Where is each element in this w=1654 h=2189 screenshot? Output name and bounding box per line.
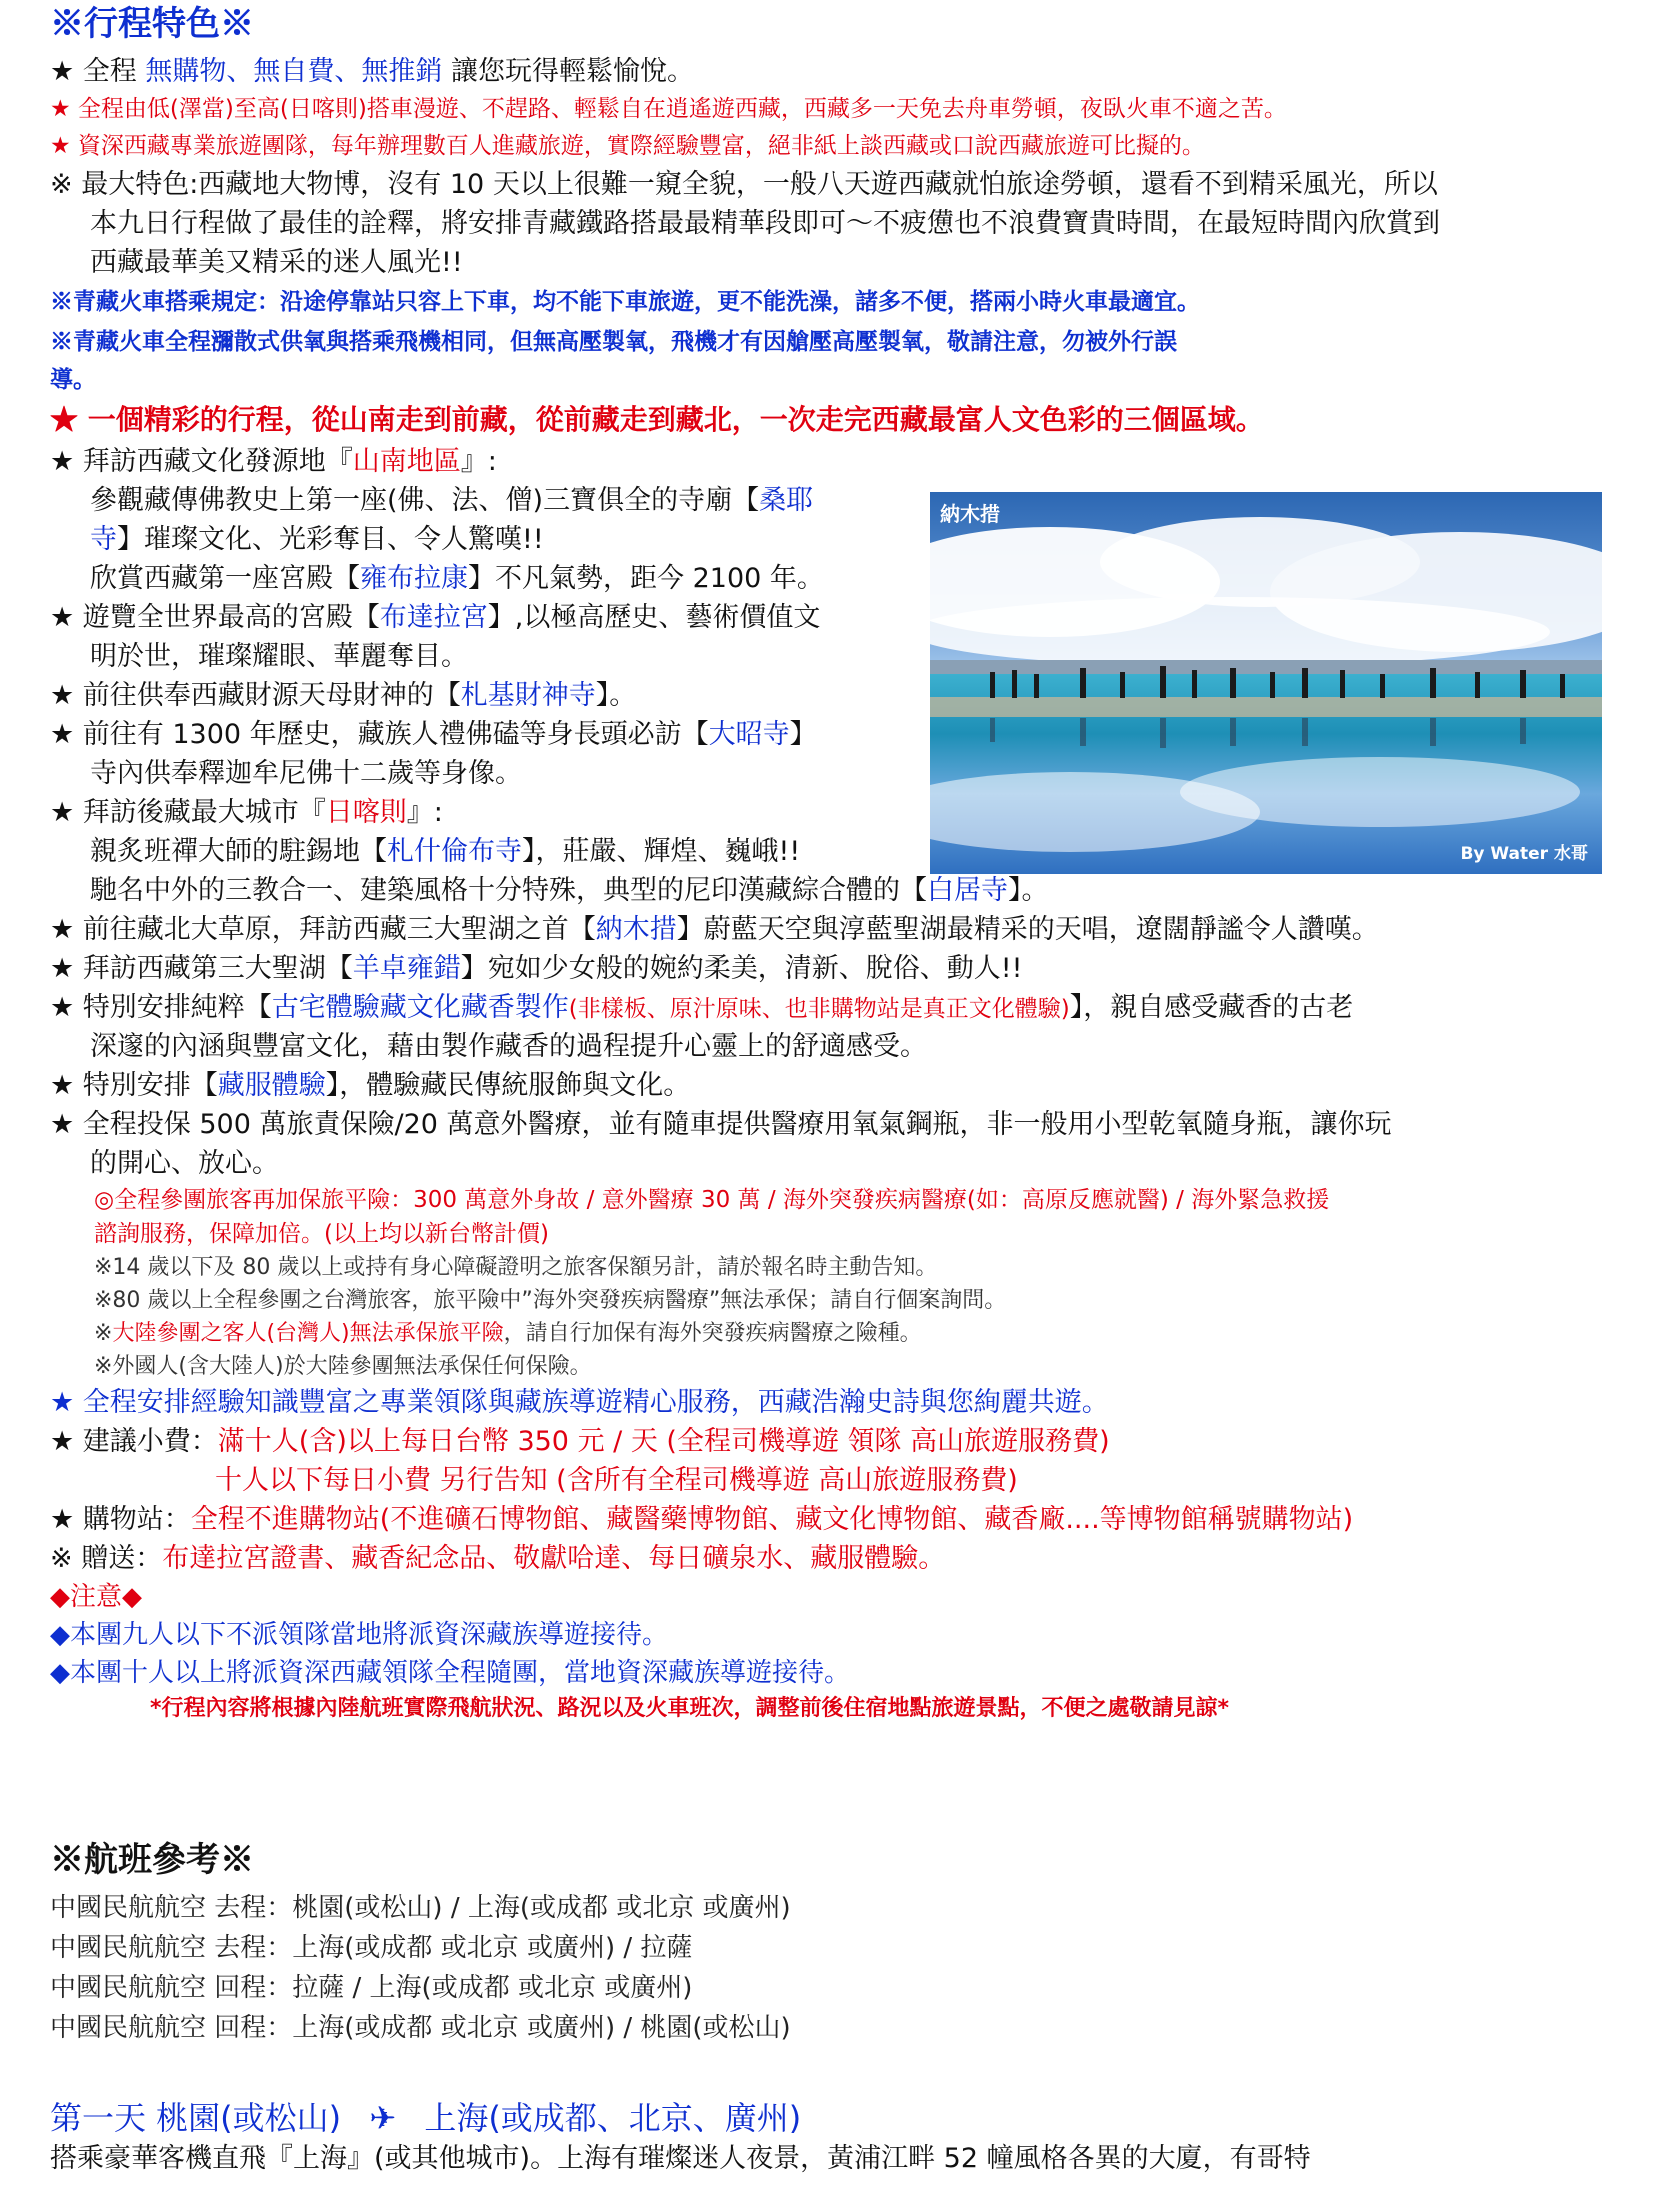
insurance-note-80: ※80 歲以上全程參團之台灣旅客，旅平險中”海外突發疾病醫療”無法承保；請自行個案詢問。 [94,1288,1007,1313]
day1-title: 第一天 桃園(或松山) ✈ 上海(或成都、北京、廣州) [50,2099,802,2137]
insurance-extra-2: 諮詢服務，保障加倍。(以上均以新台幣計價) [94,1221,549,1247]
namtso-photo [930,492,1602,874]
feature-incense-2: 深邃的內涵與豐富文化，藉由製作藏香的過程提升心靈上的舒適感受。 [90,1031,927,1062]
namtso-photo-drawing [930,492,1602,874]
plane-icon: ✈ [369,2099,397,2137]
shopping-line: ★ 購物站：全程不進購物站(不進礦石博物館、藏醫藥博物館、藏文化博物館、藏香廠....等博物館稱號購物站) [50,1504,1354,1535]
flight-row: 中國民航航空 回程：上海(或成都 或北京 或廣州) / 桃園(或松山) [50,2013,791,2043]
feature-three-regions: ★ 一個精彩的行程，從山南走到前藏，從前藏走到藏北，一次走完西藏最富人文色彩的三個區域。 [50,403,1264,436]
feature-namtso: ★ 前往藏北大草原，拜訪西藏三大聖湖之首【納木措】蔚藍天空與淳藍聖湖最精采的天唱，遼闊靜謐令人讚嘆。 [50,914,1379,945]
features-list [50,52,1610,1726]
feature-highlight-3: 西藏最華美又精采的迷人風光!! [90,247,463,278]
feature-yamdrok: ★ 拜訪西藏第三大聖湖【羊卓雍錯】宛如少女般的婉約柔美，清新、脫俗、動人!! [50,953,1023,984]
day1-section [50,2096,1311,2178]
photo-caption: 納木措 [940,502,1000,526]
feature-jokhang-2: 寺內供奉釋迦牟尼佛十二歲等身像。 [90,758,522,789]
feature-zhaji: ★ 前往供奉西藏財源天母財神的【札基財神寺】。 [50,680,637,711]
feature-yumbulakhang: 欣賞西藏第一座宮殿【雍布拉康】不凡氣勢，距今 2100 年。 [90,563,824,594]
notice-adjust: *行程內容將根據內陸航班實際飛航狀況、路況以及火車班次，調整前後住宿地點旅遊景點，不便之處敬請見諒* [150,1696,1230,1721]
feature-highlight-2: 本九日行程做了最佳的詮釋，將安排青藏鐵路搭最最精華段即可～不疲憊也不浪費寶貴時間，在最短時間內欣賞到 [90,208,1440,239]
feature-potala-1: ★ 遊覽全世界最高的宮殿【布達拉宮】,以極高歷史、藝術價值文 [50,602,821,633]
train-oxygen-1: ※青藏火車全程瀰散式供氧與搭乘飛機相同，但無高壓製氧，飛機才有因艙壓高壓製氧，敬請注意，勿被外行誤 [50,328,1177,355]
feature-samye-1: 參觀藏傳佛教史上第一座(佛、法、僧)三寶俱全的寺廟【桑耶 [90,485,814,516]
feature-samye-2: 寺】璀璨文化、光彩奪目、令人驚嘆!! [90,524,544,555]
insurance-extra-1: ◎全程參團旅客再加保旅平險：300 萬意外身故 / 意外醫療 30 萬 / 海外突發疾病醫療(如：高原反應就醫) / 海外緊急救援 [94,1187,1330,1213]
feature-team: ★ 資深西藏專業旅遊團隊，每年辦理數百人進藏旅遊，實際經驗豐富，絕非紙上談西藏或口說西藏旅遊可比擬的。 [50,133,1205,159]
flight-row: 中國民航航空 去程：桃園(或松山) / 上海(或成都 或北京 或廣州) [50,1893,791,1923]
feature-pelkor: 馳名中外的三教合一、建築風格十分特殊，典型的尼印漢藏綜合體的【白居寺】。 [90,875,1049,906]
insurance-note-age: ※14 歲以下及 80 歲以上或持有身心障礙證明之旅客保額另計，請於報名時主動告知。 [94,1255,938,1280]
tips-line-2: 十人以下每日小費 另行告知 (含所有全程司機導遊 高山旅遊服務費) [215,1465,1018,1496]
feature-jokhang-1: ★ 前往有 1300 年歷史，藏族人禮佛磕等身長頭必訪【大昭寺】 [50,719,817,750]
feature-tashilhunpo: 親炙班禪大師的駐錫地【札什倫布寺】，莊嚴、輝煌、巍峨!! [90,836,801,867]
insurance-note-foreign: ※外國人(含大陸人)於大陸參團無法承保任何保險。 [94,1354,592,1379]
features-title: ※行程特色※ [50,4,254,44]
day1-body: 搭乘豪華客機直飛『上海』(或其他城市)。上海有璀燦迷人夜景，黃浦江畔 52 幢風格各異的大廈，有哥特 [50,2143,1311,2174]
notice-under-nine: ◆本團九人以下不派領隊當地將派資深藏族導遊接待。 [50,1620,668,1650]
feature-costume: ★ 特別安排【藏服體驗】，體驗藏民傳統服飾與文化。 [50,1070,691,1101]
feature-highlight-1: ※ 最大特色:西藏地大物博，沒有 10 天以上很難一窺全貌，一般八天遊西藏就怕旅途勞頓，還看不到精采風光，所以 [50,169,1438,200]
gifts-line: ※ 贈送：布達拉宮證書、藏香紀念品、敬獻哈達、每日礦泉水、藏服體驗。 [50,1543,946,1574]
flight-row: 中國民航航空 回程：拉薩 / 上海(或成都 或北京 或廣州) [50,1973,693,2003]
tips-line-1: ★ 建議小費：滿十人(含)以上每日台幣 350 元 / 天 (全程司機導遊 領隊 高山旅遊服務費) [50,1426,1110,1457]
feature-shigatse: ★ 拜訪後藏最大城市『日喀則』: [50,797,443,828]
photo-credit: By Water 水哥 [1460,844,1588,864]
train-rule: ※青藏火車搭乘規定：沿途停靠站只容上下車，均不能下車旅遊，更不能洗澡，諸多不便，搭兩小時火車最適宜。 [50,288,1200,315]
flight-row: 中國民航航空 去程：上海(或成都 或北京 或廣州) / 拉薩 [50,1933,693,1963]
feature-incense-1: ★ 特別安排純粹【古宅體驗藏文化藏香製作(非樣板、原汁原味、也非購物站是真正文化體驗)】，親自感受藏香的古老 [50,992,1354,1023]
feature-insurance-1: ★ 全程投保 500 萬旅責保險/20 萬意外醫療，並有隨車提供醫療用氧氣鋼瓶，非一般用小型乾氧隨身瓶，讓你玩 [50,1109,1392,1140]
feature-potala-2: 明於世，璀璨耀眼、華麗奪目。 [90,641,468,672]
notice-over-ten: ◆本團十人以上將派資深西藏領隊全程隨團，當地資深藏族導遊接待。 [50,1658,850,1688]
train-oxygen-2: 導。 [50,366,96,393]
notice-title: ◆注意◆ [50,1582,142,1612]
flights-title: ※航班參考※ [50,1840,254,1880]
feature-insurance-2: 的開心、放心。 [90,1148,279,1179]
insurance-note-mainland: ※大陸參團之客人(台灣人)無法承保旅平險，請自行加保有海外突發疾病醫療之險種。 [94,1321,922,1346]
feature-guides: ★ 全程安排經驗知識豐富之專業領隊與藏族導遊精心服務，西藏浩瀚史詩與您絢麗共遊。 [50,1387,1109,1418]
feature-shannan: ★ 拜訪西藏文化發源地『山南地區』: [50,446,497,477]
feature-no-shopping: ★ 全程 無購物、無自費、無推銷 讓您玩得輕鬆愉悅。 [50,56,694,87]
feature-route: ★ 全程由低(澤當)至高(日喀則)搭車漫遊、不趕路、輕鬆自在逍遙遊西藏，西藏多一天免去舟車勞頓，夜臥火車不適之苦。 [50,96,1287,122]
flights-section [50,1838,791,2048]
